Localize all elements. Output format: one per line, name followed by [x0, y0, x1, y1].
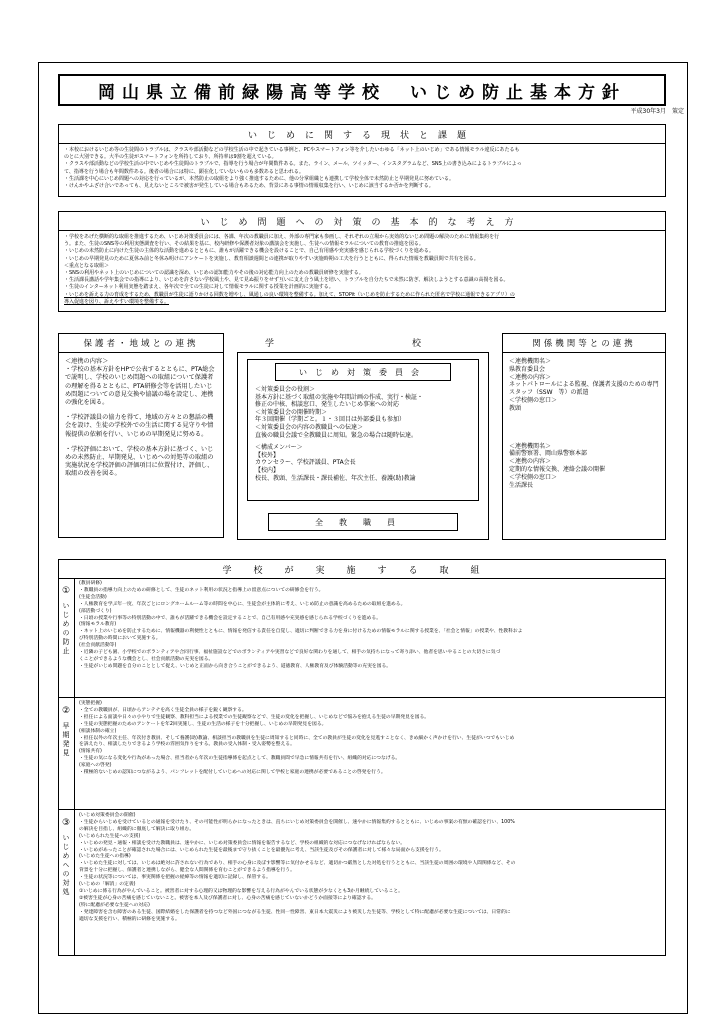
text-line: ・生徒の実態把握のためのアンケートを年2回実施し、生徒の生活の様子を十分把握し、いじめの早期発見を図る。	[79, 721, 327, 727]
text-line: ・いじめを訴える力の育成をするため、教職員が生徒に語りかける回数を増やし、風通しの良い環境を整備する。加えて、STOPit（いじめを防止するために作られた匿名で学校に通報できるアプリ）の	[64, 291, 515, 298]
text-line: ・生徒がいじめ問題を自分のこととして捉え、いじめと正面から向き合うことができるよう、道徳教育、人権教育及び体験活動等の充実を図る。	[79, 663, 392, 669]
text-line: ・生活課長講話や学年集会での指導により、いじめを許さない学校風土や、見て見ぬ振りをせず互いに支え合う風土を培い、トラブルを自分たちで未然に防ぎ、解決しようとする意識の高揚を図る。	[64, 277, 509, 284]
guardian-community-body	[58, 352, 224, 538]
text-line: ・生徒の気になる変化や行為があった場合、担当者から年次の生徒指導係を起点として、教職員間で早急に情報共有を行い、組織的対応につなげる。	[79, 756, 401, 762]
initiative-row-early-detection	[58, 698, 666, 810]
row-title: 早期発見	[62, 722, 70, 758]
school-heading: 学 校	[237, 333, 489, 353]
text-line: ・クラスや部活動などの学校生活の中でいじめや生徒間のトラブルで、指導を行う場合が年間数件ある。また、ライン、メール、ツイッター、インスタグラムなど、SNS上の書き込みによるトラブルによっ	[64, 161, 522, 168]
section-basic-approach-body	[58, 230, 666, 312]
text-line: ・全ての教職員が、日頃からアンテナを高く生徒全員の様子を鋭く観察する。	[79, 707, 247, 713]
text-line: ・学校をあげた横断的な取組を推進するため、いじめ対策委員会には、各課、年次の教職員に加え、外部の専門家も参画し、それぞれの立場から実効的ないじめ問題の解決のために情報集約を行	[64, 234, 500, 240]
text-line: 修正の中核、相談窓口、発生したいじめ事案への対応	[255, 401, 400, 409]
related-agencies-heading: 関係機関等との連携	[502, 333, 666, 353]
text-line: ＜連携の内容＞	[509, 373, 552, 381]
text-line: ・いじめの未然防止に向けた生徒の主体的な活動を進めるとともに、誰もが活躍できる機会を設けることで、自己有用感や充実感を感じられる学校づくりを進める。	[64, 248, 434, 255]
text-line: ・担任による面談や日々の小やりで生徒観察、教科担当による授業での生徒観察などで、生徒の変化を把握し、いじめなどで悩みを抱える生徒の早期発見を図る。	[79, 714, 430, 720]
section-current-issues-heading: いじめに関する現状と課題	[58, 124, 666, 144]
text-line: ＜重点となる取組＞	[64, 262, 110, 269]
text-line: 定期的な情報交換、連絡会議の開催	[509, 465, 606, 473]
text-line: ・近隣の子ども園、小学校でのボランティアや合同行事、福祉施設などでのボランティアや実習などで良好な関わりを通して、相手の気持ちになって寄り添い、他者を思いやることの大切さに気づ	[79, 650, 501, 656]
text-line: び特別活動の時間において実施する。	[79, 636, 161, 642]
initiative-row-prevention	[58, 578, 666, 698]
text-line: (家庭への啓発)	[79, 763, 112, 769]
text-line: 備前警察署、岡山県警察本部	[509, 450, 588, 458]
text-line: 県教育委員会	[509, 365, 546, 373]
row-label	[58, 698, 75, 809]
text-line: 【校外】	[255, 451, 280, 459]
text-line: ＜連携機関名＞	[509, 442, 552, 450]
page-title: 岡山県立備前緑陽高等学校 いじめ防止基本方針	[58, 74, 666, 106]
text-line: 直後の職員会議で全教職員に周知。緊急の場合は随時伝達。	[255, 431, 418, 439]
text-line: ・積極的ないじめの認知につながるよう、パンフレットを配付していじめへの対応に関して学校と家庭の連携が必要であることの啓発を行う。	[79, 770, 386, 776]
text-line: ・いじめの早期発見のために夏休み前と冬休み明けにアンケートを実施し、教育相談週間との連携が取りやすい実施時期の工夫を行うとともに、得られた情報を教職員間で共有を図る。	[64, 255, 479, 262]
text-line: (相談体制の確立)	[79, 728, 117, 734]
committee-details	[255, 386, 477, 498]
text-line: ・いじめがあったことが確認された場合には、いじめられた生徒を最後まで守り抜くことを最優先に考え、当該生徒及びその保護者に対して様々な局面から支援を行う。	[79, 847, 444, 853]
text-line: ＜対策委員会の役割＞	[255, 386, 316, 393]
row-label	[58, 578, 75, 697]
row-content	[75, 810, 666, 956]
text-line: 背景を十分に把握し、保護者と連携しながら、健全な人間関係を育むことができるよう指導を行う。	[79, 868, 295, 874]
text-paragraph: ・学校評議員の協力を得て、地域の方々との懇話の機会を設け、生徒の学校外での生活に関する見守りや情報提供の依頼を行い、いじめの早期発見に努める。	[65, 414, 214, 438]
text-line: て、指導を行う場合も年間数件ある。後者の場合には特に、顕在化していないものも多数あると思われる。	[64, 168, 304, 175]
section-current-issues-body	[58, 143, 666, 197]
row-number: ①	[61, 586, 71, 596]
text-line: ・生徒からいじめを受けているとの通報を受けたり、その可能性が明らかになったときは、直ちにいじめ対策委員会を開催し、速やかに情報集約するとともに、いじめの事案の有無の確認を行い、100%	[79, 819, 515, 825]
text-line: 導入促進を図り、訴えやすい環境を整備する。	[64, 298, 170, 305]
text-line: ・教職員の指導力向上のための研修として、生徒のネット利用の状況と指導上の留意点についての研修会を行う。	[79, 587, 324, 593]
text-line: (いじめた生徒への指導)	[79, 854, 131, 860]
text-line: のとに大別できる。大半の生徒がスマートフォンを所持しており、所持率は9割を超えている。	[64, 154, 277, 161]
text-line: ・人権教育を学ぶ年一度、年次ごとにロングホームルーム等の時間を中心に、生徒会が主体的に考え、いじめ防止の意識を高めるための取組を進める。	[79, 601, 406, 607]
text-line: (社会貢献活動等)	[79, 643, 117, 649]
text-line: ＜学校側の窓口＞	[509, 473, 558, 481]
text-line: 校長、教頭、生活課長・課長補佐、年次主任、養護(助)教諭	[255, 474, 416, 482]
text-line: ①いじめに係る行為がやんでいること。被害者に対する心理的又は物理的な影響を与える行為がやんでいる状態が少なくとも3か月継続していること。	[79, 888, 403, 894]
text-line: ＜対策委員会の内容の教職員への伝達＞	[255, 423, 364, 431]
text-line: ・生徒の状況等については、事実関係を把握の経緯等の情報を適切に記録し、保管する。	[79, 875, 271, 881]
text-line: (部活動づくり)	[79, 608, 112, 614]
text-line: ②被害生徒が心身の苦痛を感じていないこと。被害を本人及び保護者に対し、心身の苦痛を感じていないかどうか面接等により確認する。	[79, 895, 376, 901]
text-paragraph: ＜連携の内容＞ ・学校の基本方針をHPで公表するとともに、PTA総会で説明し、学校のいじめ問題への取組について保護者の理解を得るとともに、PTA研修会等を活用したいじめ問題についての意見交換や協議の場を設定し、連携の強化を図る。	[65, 358, 215, 407]
text-line: の解決を目指し、組織的に徹底して解決に取り組む。	[79, 826, 195, 832]
text-line: 適切な支援を行い、積極的に研修を実施する。	[79, 916, 180, 922]
text-line: 教頭	[509, 404, 522, 412]
text-line: (教員研修)	[79, 581, 102, 586]
text-line: くことができるような機会とし、社会貢献活動の充実を図る。	[79, 656, 214, 662]
row-content	[75, 578, 666, 697]
text-line: ・いじめた生徒に対しては、いじめは絶対に許されない行為であり、相手の心身に及ぼす影響等に気付かせるなど、適切かつ厳然とした対処を行うとともに、当該生徒の周囲の環境や人間関係など、その	[79, 861, 516, 867]
related-agencies-body	[502, 352, 666, 540]
text-line: (いじめ対策委員会の開催)	[79, 813, 136, 818]
text-line: (生徒会活動)	[79, 594, 107, 600]
text-line: ＜学校側の窓口＞	[509, 396, 558, 404]
text-line: ＜連携機関名＞	[509, 358, 552, 365]
row-label	[58, 810, 75, 956]
row-number: ②	[61, 706, 71, 716]
text-line: (特に配慮が必要な生徒への対応)	[79, 902, 150, 908]
text-line: ＜連携の内容＞	[509, 458, 552, 466]
text-line: 生活課長	[509, 481, 534, 489]
section-basic-approach-heading: いじめ問題への対策の基本的な考え方	[58, 211, 666, 231]
row-title: いじめの防止	[62, 602, 70, 656]
text-line: (情報モラル教育)	[79, 622, 117, 628]
text-line: ・ネット上のいじめを防止するために、情報機器の利便性とともに、情報を発信する責任を自覚し、適切に判断できる力を身に付けるための情報モラルに関する授業を、「社会と情報」の授業や、性教科およ	[79, 629, 523, 635]
text-line: ・SNSの利用やネット上のいじめについての認識を深め、いじめの認知能力やその後の対応能力向上のための教職員研修を実施する。	[64, 270, 364, 277]
text-line: (実態把握)	[79, 701, 102, 706]
text-line: (いじめの「解消」の定義)	[79, 882, 136, 888]
text-line: ネットパトロールによる監視、保護者支援のための専門スタッフ（SSW 等）の派遣	[509, 381, 659, 397]
text-line: ・本校におけるいじめ等の生徒間のトラブルは、クラスや部活動などの学校生活の中で起きている事例と、PCやスマートフォン等を介したいわゆる「ネット上のいじめ」である情報モラル違反にあたるも	[64, 147, 520, 153]
anti-bullying-committee-heading: いじめ対策委員会	[275, 363, 451, 381]
text-line: 年３回開催（学期ごと。１・３回目は外部委員も参加）	[255, 416, 406, 424]
row-number: ③	[61, 818, 71, 828]
text-line: ・担任以外の年次主任、年次付き教員、そして養護(助)教諭、相談担当の教職員を生徒に周知すると同時に、全ての教員が生徒の変化を見逃すことなく、きめ細かく声かけを行い、生徒がいつでもいじめ	[79, 735, 515, 741]
text-line: ・いじめの発見・通報・相談を受けた教職員は、速やかに、いじめ対策委員会に情報を報告するなど、学校の組織的な対応につなげなければならない。	[79, 840, 406, 846]
text-line: ＜対策委員会の開催時期＞	[255, 408, 328, 416]
school-initiatives-heading: 学校が実施する取組	[58, 559, 666, 579]
text-paragraph: ・学校評価において、学校の基本方針に基づく、いじめの未然防止、早期発見、いじめへの対処等の取組の実施状況を学校評価の評価項目に位置付け、評価し、取組の改善を図る。	[65, 445, 214, 478]
all-staff-box: 全教職員	[268, 513, 458, 531]
text-line: (情報共有)	[79, 749, 102, 755]
text-line: ・けんかやふざけ合いであっても、見えないところで被害が発生している場合もあるため、背景にある事情の情報収集を行い、いじめに該当するか否かを判断する。	[64, 183, 434, 190]
policy-date: 平成30年3月 策定	[630, 108, 684, 115]
guardian-community-heading: 保護者・地域との連携	[58, 333, 224, 353]
text-line: 【校内】	[255, 466, 280, 474]
text-line: 基本方針に基づく取組の実施や年間計画の作成、実行・検証・	[255, 393, 424, 401]
text-line: う。また、生徒のSNS等の利用実態調査を行い、その結果を基に、校内研修や保護者対象の講演会を実施し、生徒への情報モラルについての教育の推進を図る。	[64, 241, 424, 248]
text-line: を訴えたり、相談したりできるよう学校の雰囲気作りをする。教員の受入体制・受入姿勢を整える。	[79, 742, 295, 748]
initiative-row-response	[58, 810, 666, 956]
text-line: (いじめられた生徒への支援)	[79, 833, 141, 839]
text-line: ・日頃の授業や行事等の特別活動の中で、誰もが活躍できる機会を設定することで、自己有用感や充実感を感じられる学校づくりを進める。	[79, 615, 382, 621]
text-line: ・生活課を中心にいじめ問題への対応を行っているが、本然防止の取組をより強く推進するために、他の分掌組織とも連携して学校全体で未然防止と早期発見に努めている。	[64, 175, 455, 182]
text-line: ・発達障害を含む障害のある生徒、国際結婚をした保護者を持つなど外国につながる生徒、性同一性障害、東日本大震災により被災した生徒等、学校として特に配慮が必要な生徒については、日常的に	[79, 909, 511, 915]
row-title: いじめへの対処	[62, 834, 70, 897]
text-line: ・生徒のインターネット利用実態を踏まえ、各年次で全ての生徒に対して情報モラルに関する授業を計画的に実施する。	[64, 284, 334, 291]
row-content	[75, 698, 666, 809]
text-line: ＜構成メンバー＞	[255, 444, 303, 452]
text-line: カウンセラー、学校評議員、PTA会長	[255, 459, 356, 467]
